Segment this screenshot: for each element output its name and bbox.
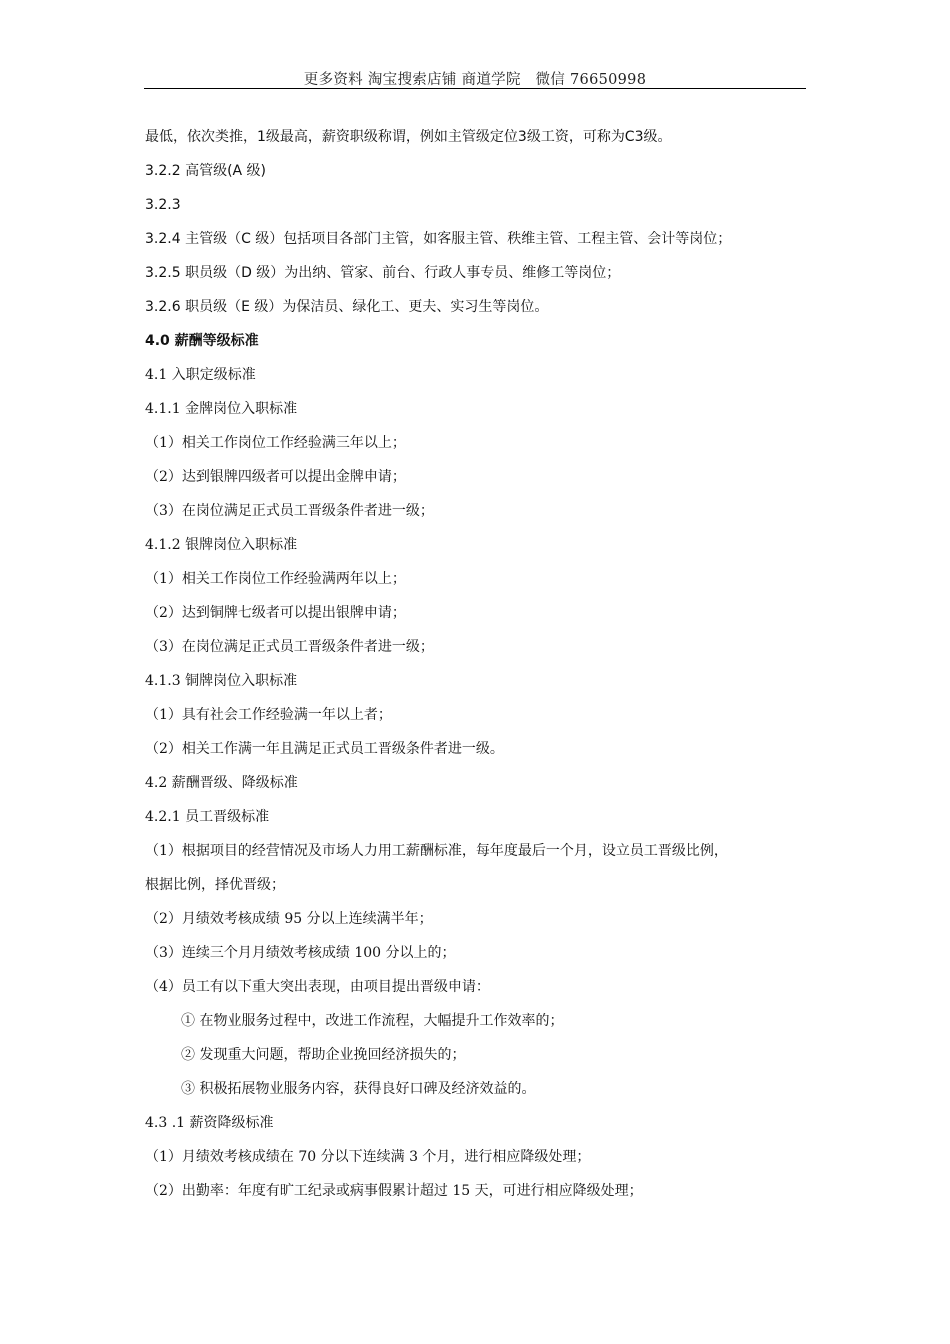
chapter-heading: 4.0 薪酬等级标准 bbox=[145, 333, 259, 349]
list-item: （3）在岗位满足正式员工晋级条件者进一级； bbox=[145, 639, 434, 655]
list-item: （1）具有社会工作经验满一年以上者； bbox=[145, 707, 392, 723]
subsection-heading: 4.1.2 银牌岗位入职标准 bbox=[145, 537, 298, 553]
header-rule bbox=[144, 88, 806, 89]
section-item: 3.2.5 职员级（D 级）为出纳、管家、前台、行政人事专员、维修工等岗位； bbox=[145, 265, 621, 281]
sub-list-item: ② 发现重大问题，帮助企业挽回经济损失的； bbox=[181, 1047, 466, 1063]
subsection-heading: 4.2.1 员工晋级标准 bbox=[145, 809, 270, 825]
list-item: （1）根据项目的经营情况及市场人力用工薪酬标准，每年度最后一个月，设立员工晋级比例， bbox=[145, 843, 728, 859]
sub-list-item: ① 在物业服务过程中，改进工作流程，大幅提升工作效率的； bbox=[181, 1013, 564, 1029]
list-item: （4）员工有以下重大突出表现，由项目提出晋级申请： bbox=[145, 979, 490, 995]
list-item-continuation: 根据比例，择优晋级； bbox=[145, 877, 285, 893]
list-item: （1）相关工作岗位工作经验满三年以上； bbox=[145, 435, 406, 451]
section-heading: 4.3 .1 薪资降级标准 bbox=[145, 1115, 274, 1131]
subsection-heading: 4.1.3 铜牌岗位入职标准 bbox=[145, 673, 298, 689]
section-item: 3.2.4 主管级（C 级）包括项目各部门主管，如客服主管、秩维主管、工程主管、会计等岗位； bbox=[145, 231, 732, 247]
list-item: （2）出勤率：年度有旷工纪录或病事假累计超过 15 天，可进行相应降级处理； bbox=[145, 1183, 643, 1199]
document-body bbox=[145, 126, 810, 1214]
list-item: （1）相关工作岗位工作经验满两年以上； bbox=[145, 571, 406, 587]
page-header: 更多资料 淘宝搜索店铺 商道学院 微信 76650998 bbox=[303, 72, 647, 88]
paragraph-line: 最低，依次类推，1级最高，薪资职级称谓，例如主管级定位3级工资，可称为C3级。 bbox=[145, 129, 672, 145]
list-item: （3）在岗位满足正式员工晋级条件者进一级； bbox=[145, 503, 434, 519]
subsection-heading: 4.1.1 金牌岗位入职标准 bbox=[145, 401, 298, 417]
list-item: （2）达到银牌四级者可以提出金牌申请； bbox=[145, 469, 406, 485]
list-item: （1）月绩效考核成绩在 70 分以下连续满 3 个月，进行相应降级处理； bbox=[145, 1149, 591, 1165]
sub-list-item: ③ 积极拓展物业服务内容，获得良好口碑及经济效益的。 bbox=[181, 1081, 536, 1097]
section-heading: 4.2 薪酬晋级、降级标准 bbox=[145, 775, 298, 791]
section-heading: 4.1 入职定级标准 bbox=[145, 367, 256, 383]
section-heading: 3.2.2 高管级(A 级) bbox=[145, 163, 267, 179]
section-heading: 3.2.3 bbox=[145, 197, 181, 213]
list-item: （2）达到铜牌七级者可以提出银牌申请； bbox=[145, 605, 406, 621]
list-item: （2）月绩效考核成绩 95 分以上连续满半年； bbox=[145, 911, 433, 927]
list-item: （2）相关工作满一年且满足正式员工晋级条件者进一级。 bbox=[145, 741, 504, 757]
section-item: 3.2.6 职员级（E 级）为保洁员、绿化工、更夫、实习生等岗位。 bbox=[145, 299, 549, 315]
list-item: （3）连续三个月月绩效考核成绩 100 分以上的； bbox=[145, 945, 456, 961]
